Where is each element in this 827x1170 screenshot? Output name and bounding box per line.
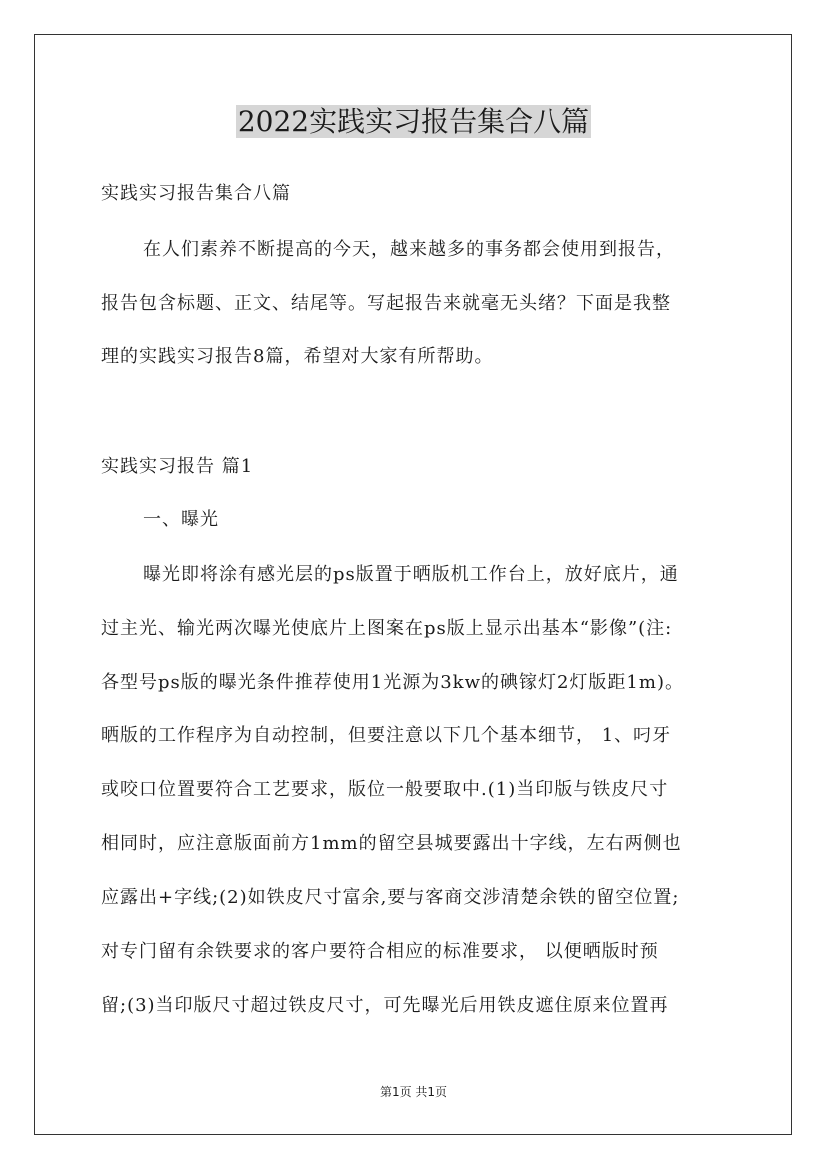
- section-subheading: 一、曝光: [143, 509, 219, 530]
- page-footer: 第1页 共1页: [379, 1085, 448, 1099]
- intro-line: 理的实践实习报告8篇，希望对大家有所帮助。: [101, 346, 494, 367]
- body-line: 留;(3)当印版尺寸超过铁皮尺寸，可先曝光后用铁皮遮住原来位置再: [101, 995, 669, 1016]
- document-title-text: 2022实践实习报告集合八篇: [237, 105, 590, 138]
- intro-line: 报告包含标题、正文、结尾等。写起报告来就毫无头绪？下面是我整: [101, 293, 671, 314]
- body-line: 相同时，应注意版面前方1mm的留空县城要露出十字线，左右两侧也: [101, 833, 682, 854]
- body-line: 过主光、输光两次曝光使底片上图案在ps版上显示出基本“影像”(注:: [101, 618, 673, 639]
- document-title: [0, 100, 827, 144]
- document-subtitle: 实践实习报告集合八篇: [101, 183, 291, 204]
- body-line: 曝光即将涂有感光层的ps版置于晒版机工作台上，放好底片，通: [143, 564, 679, 585]
- body-line: 各型号ps版的曝光条件推荐使用1光源为3kw的碘镓灯2灯版距1m)。: [101, 672, 684, 693]
- body-line: 对专门留有余铁要求的客户要符合相应的标准要求， 以便晒版时预: [101, 941, 659, 962]
- body-line: 应露出+字线;(2)如铁皮尺寸富余,要与客商交涉清楚余铁的留空位置;: [101, 887, 680, 908]
- intro-line: 在人们素养不断提高的今天，越来越多的事务都会使用到报告，: [143, 239, 675, 260]
- section-heading: 实践实习报告 篇1: [101, 456, 254, 477]
- body-line: 晒版的工作程序为自动控制，但要注意以下几个基本细节， 1、叼牙: [101, 725, 672, 746]
- body-line: 或咬口位置要符合工艺要求，版位一般要取中.(1)当印版与铁皮尺寸: [101, 779, 669, 800]
